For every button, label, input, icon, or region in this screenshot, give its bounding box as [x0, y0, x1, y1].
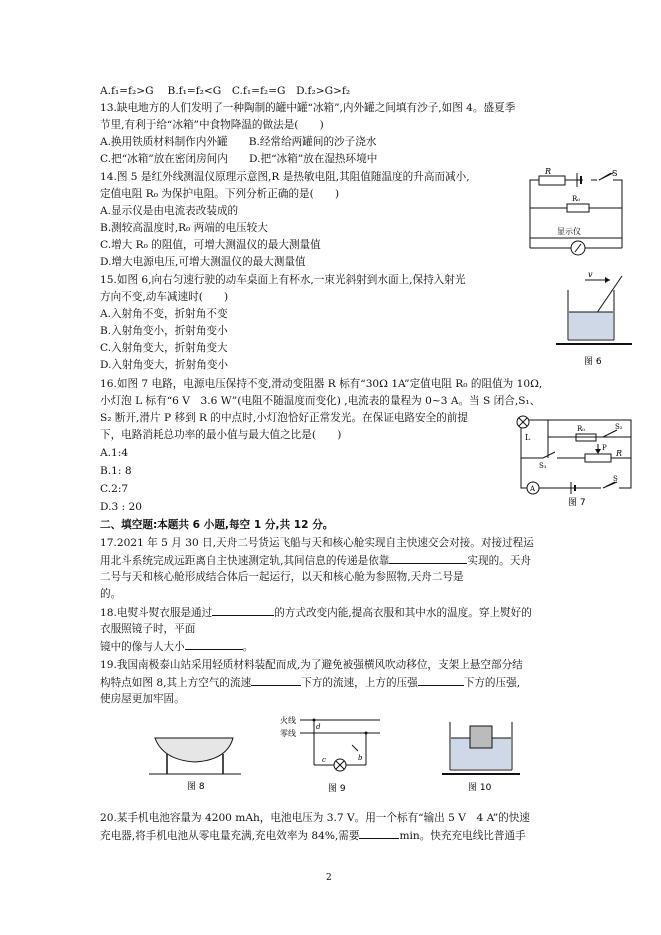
question-line: A.换用铁质材料制作内外罐 B.经常给两罐间的沙子浇水 [100, 136, 377, 148]
question-line: C.把“冰箱”放在密闭房间内 D.把“冰箱”放在湿热环境中 [100, 153, 378, 165]
answer-blank[interactable] [185, 639, 243, 650]
question-line: B.测较高温度时,R₀ 两端的电压较大 [100, 222, 268, 234]
figure-6-cup [540, 268, 638, 370]
figure-10-container [440, 718, 522, 794]
figure-8-caption: 图 8 [187, 782, 205, 792]
label-a: A [530, 485, 536, 493]
q18-line1: 18.电熨斗熨衣服是通过 的方式改变内能,提高衣服和其中水的温度。穿上熨好的 [100, 607, 532, 619]
question-line: D.3 : 20 [100, 501, 143, 513]
question-line: A.显示仪是由电流表改装成的 [100, 205, 239, 217]
figure-7-circuit [513, 412, 638, 508]
label-s: S [612, 169, 618, 178]
label-s1: S₁ [539, 462, 547, 470]
q20-line1: 20.某手机电池容量为 4200 mAh，电池电压为 3.7 V。用一个标有“输出 5 V 4 A”的快速 [100, 812, 530, 824]
answer-blank[interactable] [389, 553, 467, 564]
question-line: 14.图 5 是红外线测温仪原理示意图,R 是热敏电阻,其阻值随温度的升高而减小, [100, 171, 470, 183]
label-v: v [588, 270, 593, 279]
question-line: S₂ 断开,滑片 P 移到 R 的中点时,小灯泡恰好正常发光。在保证电路安全的前提 [100, 412, 468, 424]
q17-line1: 17.2021 年 5 月 30 日,天舟二号货运飞船与天和核心舱实现自主快速交会对接。对接过程运 [100, 537, 534, 549]
question-line: C.入射角变大，折射角变大 [100, 342, 228, 354]
figure-9-wiring [280, 715, 390, 795]
q18-line3: 镜中的像与人大小 。 [100, 641, 254, 653]
answer-blank[interactable] [251, 675, 301, 686]
q17-line4: 的。 [100, 588, 122, 600]
figure-5-circuit [517, 168, 634, 264]
question-line: C.增大 R₀ 的阻值，可增大测温仪的最大测量值 [100, 239, 321, 251]
question-line: 15.如图 6,向右匀速行驶的动车桌面上有杯水,一束光斜射到水面上,保持入射光 [100, 274, 466, 286]
question-line: 13.缺电地方的人们发明了一种陶制的罐中罐“冰箱”,内外罐之间填有沙子,如图 4。盛夏季 [100, 102, 516, 114]
q17-line3: 二号与天和核心舱形成结合体后一起运行，以天和核心舱为参照物,天舟二号是 [100, 571, 464, 583]
figure-9-caption: 图 9 [328, 784, 346, 794]
section-heading: 二、填空题:本题共 6 小题,每空 1 分,共 12 分。 [100, 519, 334, 531]
label-d: d [316, 723, 321, 731]
question-line: 定值电阻 R₀ 为保护电阻。下列分析正确的是( ) [100, 188, 340, 200]
label-c: c [322, 756, 326, 764]
label-r0: R₀ [577, 425, 586, 433]
figure-6-caption: 图 6 [584, 357, 602, 367]
answer-blank[interactable] [359, 828, 399, 839]
question-line: B.1: 8 [100, 465, 132, 477]
question-line: 下，电路消耗总功率的最小值与最大值之比是( ) [100, 429, 342, 441]
q17-line2: 用北斗系统完成远距离自主快速测定轨,其间信息的传递是依靠 实现的。天舟 [100, 555, 531, 567]
label-meter: 显示仪 [557, 227, 581, 236]
question-line: 节里,有利于给“冰箱”中食物降温的做法是( ) [100, 119, 324, 131]
figure-8-station [145, 730, 245, 792]
label-p: P [602, 444, 607, 452]
q19-line1: 19.我国南极泰山站采用轻质材料装配而成,为了避免被强横风吹动移位，支架上悬空部分结 [100, 659, 523, 671]
page-number: 2 [326, 873, 332, 883]
label-s2: S₂ [615, 423, 623, 431]
question-line: B.入射角变小，折射角变小 [100, 325, 228, 337]
q19-line3: 使房屋更加牢固。 [100, 693, 185, 705]
label-r0: R₀ [572, 195, 581, 203]
question-line: 方向不变,动车减速时( ) [100, 291, 229, 303]
question-line: 小灯泡 L 标有“6 V 3.6 W”(电阻不随温度而变化) ,电流表的量程为 0~3 A。当 S 闭合,S₁、 [100, 395, 541, 407]
figure-7-caption: 图 7 [568, 498, 586, 508]
question-line: C.2:7 [100, 483, 129, 495]
label-live: 火线 [280, 716, 296, 725]
question-line: A.1:4 [100, 447, 129, 459]
label-neutral: 零线 [280, 729, 296, 738]
q18-line2: 衣服照镜子时，平面 [100, 623, 196, 635]
question-line: A.f₁=f₂>G B.f₁=f₂<G C.f₁=f₂=G D.f₂>G>f₂ [100, 85, 351, 97]
answer-blank[interactable] [418, 675, 464, 686]
question-line: A.入射角不变，折射角不变 [100, 308, 228, 320]
label-r: R [616, 449, 623, 458]
answer-blank[interactable] [212, 605, 274, 616]
label-b: b [358, 754, 363, 762]
q19-line2: 构特点如图 8,其上方空气的流速 下方的流速，上方的压强 下方的压强, [100, 677, 521, 689]
label-l: L [525, 433, 531, 442]
label-r: R [545, 168, 552, 176]
question-line: D.增大电源电压,可增大测温仪的最大测量值 [100, 256, 306, 268]
figure-10-caption: 图 10 [468, 783, 492, 793]
q20-line2: 充电器,将手机电池从零电量充满,充电效率为 84%,需要 min。快充充电线比普通手 [100, 830, 526, 842]
question-line: 16.如图 7 电路，电源电压保持不变,滑动变阻器 R 标有“30Ω 1A”定值电阻 R₀ 的阻值为 10Ω, [100, 378, 543, 390]
label-s: S [613, 475, 618, 483]
question-line: D.入射角变大，折射角变小 [100, 359, 229, 371]
